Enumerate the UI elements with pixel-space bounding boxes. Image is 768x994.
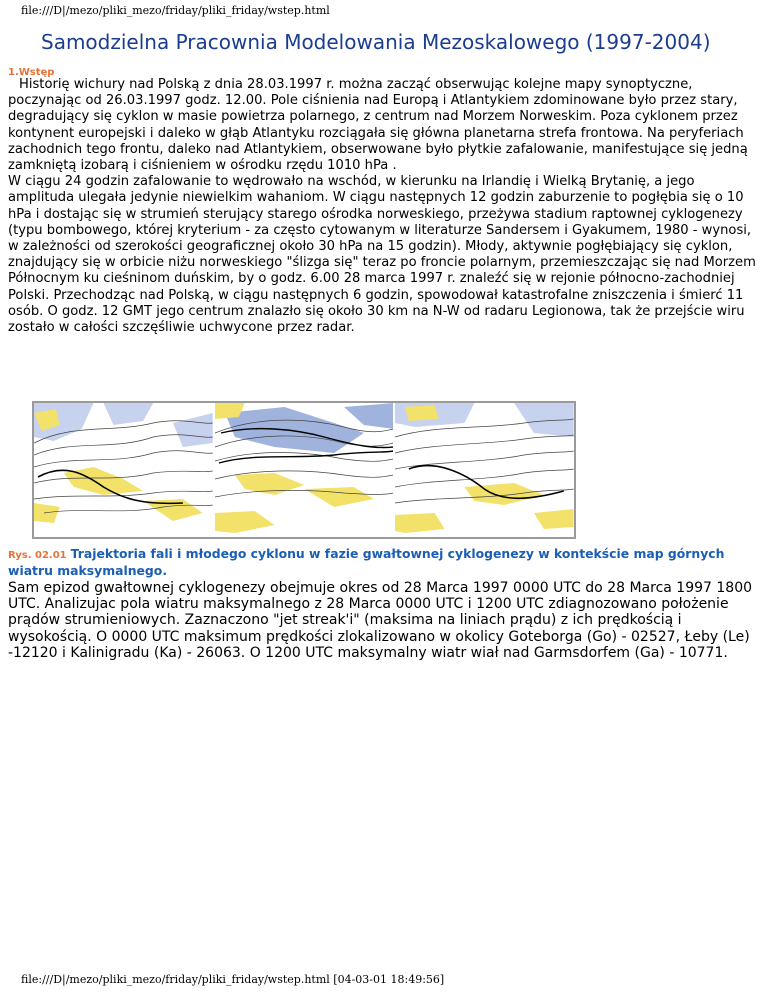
map-panel-1: [34, 403, 213, 537]
paragraph-1: Historię wichury nad Polską z dnia 28.03.1997 r. można zacząć obserwując kolejne mapy synoptyczne, poczynając od 26.03.1997 godz. 12.00. Pole ciśnienia nad Europą i Atlantykiem zdominowane było przez stary, degradujący się cyklon w masie powietrza polarnego, z centrum nad Morzem Norweskim. Poza cyklonem przez kontynent europejski i daleko w głąb Atlantyku rozciągała się główna planetarna strefa frontowa. Na peryferiach zachodnich tego frontu, daleko nad Atlantykiem, obserwowane było płytkie zafalowanie, manifestujące się jedną zamkniętą izobarą i ciśnieniem w ośrodku rzędu 1010 hPa .: [8, 77, 748, 174]
browser-header-url: file:///D|/mezo/pliki_mezo/friday/pliki_friday/wstep.html: [21, 4, 330, 17]
map-panel-3: [395, 403, 574, 537]
section-label: 1.Wstęp: [8, 67, 55, 78]
synoptic-map-1-image: [34, 403, 213, 537]
figure-caption: [8, 546, 760, 578]
figure-synoptic-maps: [32, 401, 576, 539]
browser-footer-url: file:///D|/mezo/pliki_mezo/friday/pliki_friday/wstep.html [04-03-01 18:49:56]: [21, 973, 445, 986]
paragraph-2: W ciągu 24 godzin zafalowanie to wędrowało na wschód, w kierunku na Irlandię i Wielką Brytanię, a jego amplituda ulegała jedynie niewielkim wahaniom. W ciągu następnych 12 godzin zaburzenie to pogłębia się o 10 hPa i dostając się w strumień sterujący starego ośrodka norweskiego, przeżywa stadium raptownej cyklogenezy (typu bombowego, której kryterium - za często cytowanym w literaturze Sandersem i Gyakumem, 1980 - wynosi, w zależności od szerokości geograficznej około 30 hPa na 15 godzin). Młody, aktywnie pogłębiający się cyklon, znajdujący się w orbicie niżu norweskiego "ślizga się" teraz po froncie polarnym, przemieszczając się nad Morzem Północnym ku cieśninom duńskim, by o godz. 6.00 28 marca 1997 r. znaleźć się w rejonie północno-zachodniej Polski. Przechodząc nad Polską, w ciągu następnych 6 godzin, spowodował katastrofalne zniszczenia i śmierć 11 osób. O godz. 12 GMT jego centrum znalazło się około 30 km na N-W od radaru Legionowa, tak że przejście wiru zostało w całości szczęśliwie uchwycone przez radar.: [8, 174, 756, 336]
synoptic-map-2-image: [215, 403, 394, 537]
figure-caption-text: Trajektoria fali i młodego cyklonu w fazie gwałtownej cyklogenezy w kontekście map górnych wiatru maksymalnego.: [8, 546, 725, 578]
figure-number: Rys. 02.01: [8, 550, 67, 561]
map-panel-2: [215, 403, 394, 537]
synoptic-map-3-image: [395, 403, 574, 537]
episode-text: [8, 580, 760, 661]
paragraph-3: Sam epizod gwałtownej cyklogenezy obejmuje okres od 28 Marca 1997 0000 UTC do 28 Marca 1997 1800 UTC. Analizujac pola wiatru maksymalnego z 28 Marca 0000 UTC i 1200 UTC zdiagnozowano położenie prądów strumieniowych. Zaznaczono "jet streak'i" (maksima na liniach prądu) z ich prędkością i wysokością. O 0000 UTC maksimum prędkości zlokalizowano w okolicy Goteborga (Go) - 02527, Łeby (Le) -12120 i Kalinigradu (Ka) - 26063. O 1200 UTC maksymalny wiatr wiał nad Garmsdorfem (Ga) - 10771.: [8, 580, 753, 661]
page-title: Samodzielna Pracownia Modelowania Mezoskalowego (1997-2004): [41, 30, 711, 54]
intro-text: [8, 77, 760, 336]
